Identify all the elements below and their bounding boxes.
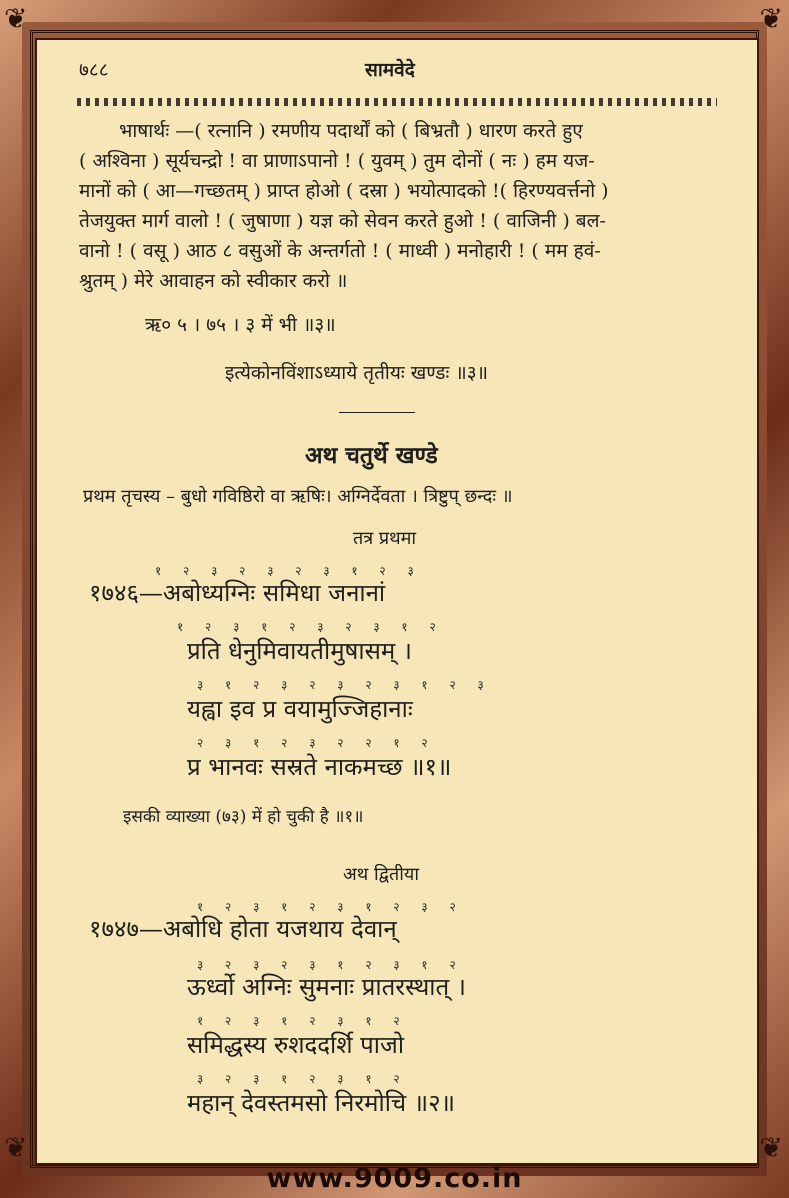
accent-marks: ३ २ ३ १ २ ३ १ २ (197, 1072, 409, 1086)
mantra-label: तत्र प्रथमा (353, 528, 417, 549)
accent-marks: १ २ ३ १ २ ३ १ २ (197, 1014, 409, 1028)
accent-marks: १ २ ३ १ २ ३ २ ३ १ २ (177, 620, 445, 634)
bhashartha-line: ( अश्विना ) सूर्यचन्द्रो ! वा प्राणाऽपानो ! ( युवम् ) तुम दोनों ( नः ) हम यज- (79, 150, 595, 172)
corner-ornament-icon: ❦ (759, 2, 783, 35)
bhashartha-line: भाषार्थः —( रत्नानि ) रमणीय पदार्थों को ( बिभ्रतौ ) धारण करते हुए (119, 120, 583, 142)
corner-ornament-icon: ❦ (759, 1131, 783, 1164)
accent-marks: १ २ ३ १ २ ३ १ २ ३ २ (197, 900, 465, 914)
corner-ornament-icon: ❦ (4, 1131, 28, 1164)
verse-line: प्र भानवः सस्रते नाकमच्छ ॥१॥ (187, 753, 452, 781)
section-end-note: इत्येकोनविंशाऽध्याये तृतीयः खण्डः ॥३॥ (225, 362, 488, 384)
accent-marks: ३ १ २ ३ २ ३ २ ३ १ २ ३ (197, 678, 493, 692)
verse-line: महान् देवस्तमसो निरमोचि ॥२॥ (187, 1089, 456, 1117)
header-dotted-rule (77, 98, 717, 106)
bhashartha-line: मानों को ( आ—गच्छतम् ) प्राप्त होओ ( दस्रा ) भयोत्पादको !( हिरण्यवर्त्तनो ) (79, 180, 609, 202)
verse-line: १७४७—अबोधि होता यजथाय देवान् (89, 915, 397, 943)
section-divider (339, 412, 415, 413)
bhashartha-line: श्रुतम् ) मेरे आवाहन को स्वीकार करो ॥ (79, 270, 348, 292)
verse-line: समिद्धस्य रुशददर्शि पाजो (187, 1031, 405, 1059)
accent-marks: ३ २ ३ २ ३ १ २ ३ १ २ (197, 958, 465, 972)
verse-line: १७४६—अबोध्यग्निः समिधा जनानां (89, 579, 386, 607)
website-url[interactable]: www.9009.co.in (266, 1163, 523, 1194)
page-number: ७८८ (79, 59, 109, 81)
page-title: सामवेदे (365, 59, 415, 81)
bhashartha-line: तेजयुक्त मार्ग वालो ! ( जुषाणा ) यज्ञ को सेवन करते हुओ ! ( वाजिनी ) बल- (79, 210, 606, 232)
section-title: अथ चतुर्थे खण्डे (305, 442, 438, 469)
verse-line: प्रति धेनुमिवायतीमुषासम् । (187, 637, 412, 665)
verse-line: ऊर्ध्वो अग्निः सुमनाः प्रातरस्थात् । (187, 973, 466, 1001)
explanation-note: इसकी व्याख्या (७३) में हो चुकी है ॥१॥ (123, 807, 364, 827)
accent-marks: १ २ ३ २ ३ २ ३ १ २ ३ (155, 564, 423, 578)
mantra-label: अथ द्वितीया (343, 864, 420, 885)
scripture-page (35, 38, 759, 1165)
rishi-devata-line: प्रथम तृचस्य – बुधो गविष्ठिरो वा ऋषिः। अग्निर्देवता । त्रिष्टुप् छन्दः ॥ (83, 486, 513, 507)
verse-line: यह्वा इव प्र वयामुज्जिहानाः (187, 695, 413, 723)
rigveda-reference: ऋ० ५ । ७५ । ३ में भी ॥३॥ (145, 314, 336, 336)
corner-ornament-icon: ❦ (4, 2, 28, 35)
bhashartha-line: वानो ! ( वसू ) आठ ८ वसुओं के अन्तर्गतो ! ( माध्वी ) मनोहारी ! ( मम हवं- (79, 240, 601, 262)
accent-marks: २ ३ १ २ ३ २ २ १ २ (197, 736, 437, 750)
